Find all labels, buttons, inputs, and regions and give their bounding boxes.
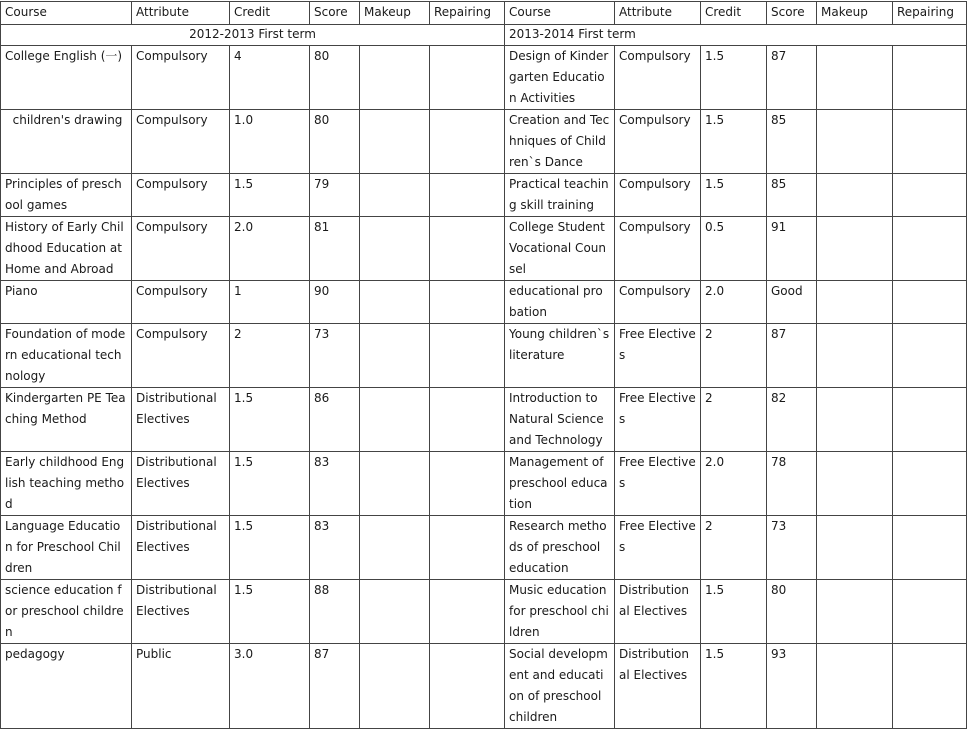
left-makeup-cell (360, 110, 430, 174)
right-attribute-cell: Distributional Electives (615, 580, 701, 644)
right-makeup-cell (817, 388, 893, 452)
right-repairing-cell (893, 644, 967, 729)
left-score-cell: 86 (310, 388, 360, 452)
col-header-makeup: Makeup (360, 2, 430, 25)
col-header-repairing: Repairing (893, 2, 967, 25)
right-credit-cell: 2 (701, 516, 767, 580)
right-repairing-cell (893, 516, 967, 580)
col-header-course: Course (505, 2, 615, 25)
header-row (1, 2, 967, 25)
left-credit-cell: 1.5 (230, 388, 310, 452)
right-makeup-cell (817, 46, 893, 110)
right-course-cell: Management of preschool education (505, 452, 615, 516)
left-course-cell: Foundation of modern educational technology (1, 324, 132, 388)
left-course-cell: Early childhood English teaching method (1, 452, 132, 516)
left-attribute-cell: Compulsory (132, 174, 230, 217)
left-attribute-cell: Distributional Electives (132, 388, 230, 452)
left-credit-cell: 1.5 (230, 174, 310, 217)
left-attribute-cell: Distributional Electives (132, 580, 230, 644)
left-repairing-cell (430, 388, 505, 452)
left-credit-cell: 1.5 (230, 452, 310, 516)
left-course-cell: Principles of preschool games (1, 174, 132, 217)
left-makeup-cell (360, 644, 430, 729)
left-attribute-cell: Distributional Electives (132, 516, 230, 580)
right-attribute-cell: Free Electives (615, 388, 701, 452)
right-course-cell: Young children`s literature (505, 324, 615, 388)
left-makeup-cell (360, 580, 430, 644)
left-course-cell: Language Education for Preschool Children (1, 516, 132, 580)
left-repairing-cell (430, 281, 505, 324)
left-score-cell: 90 (310, 281, 360, 324)
table-row (1, 388, 967, 452)
right-repairing-cell (893, 174, 967, 217)
table-row (1, 110, 967, 174)
term-heading-left: 2012-2013 First term (1, 25, 505, 46)
left-course-cell: pedagogy (1, 644, 132, 729)
right-course-cell: Research methods of preschool education (505, 516, 615, 580)
right-score-cell: 85 (767, 110, 817, 174)
right-score-cell: 85 (767, 174, 817, 217)
left-score-cell: 80 (310, 46, 360, 110)
right-score-cell: 87 (767, 324, 817, 388)
term-heading-right: 2013-2014 First term (505, 25, 967, 46)
right-makeup-cell (817, 452, 893, 516)
right-repairing-cell (893, 388, 967, 452)
left-makeup-cell (360, 174, 430, 217)
left-score-cell: 73 (310, 324, 360, 388)
left-course-cell: Piano (1, 281, 132, 324)
left-credit-cell: 2.0 (230, 217, 310, 281)
table-row (1, 452, 967, 516)
col-header-score: Score (310, 2, 360, 25)
right-credit-cell: 1.5 (701, 644, 767, 729)
course-rows (1, 46, 967, 729)
right-course-cell: Social development and education of preschool children (505, 644, 615, 729)
right-score-cell: 93 (767, 644, 817, 729)
right-score-cell: 73 (767, 516, 817, 580)
right-makeup-cell (817, 217, 893, 281)
right-repairing-cell (893, 281, 967, 324)
right-score-cell: 82 (767, 388, 817, 452)
left-course-cell: children's drawing (1, 110, 132, 174)
right-score-cell: 78 (767, 452, 817, 516)
right-attribute-cell: Compulsory (615, 110, 701, 174)
right-attribute-cell: Compulsory (615, 217, 701, 281)
right-course-cell: Design of Kindergarten Education Activities (505, 46, 615, 110)
right-course-cell: Creation and Techniques of Children`s Dance (505, 110, 615, 174)
left-makeup-cell (360, 388, 430, 452)
left-credit-cell: 1.5 (230, 580, 310, 644)
left-score-cell: 81 (310, 217, 360, 281)
left-score-cell: 79 (310, 174, 360, 217)
col-header-makeup: Makeup (817, 2, 893, 25)
left-credit-cell: 3.0 (230, 644, 310, 729)
left-repairing-cell (430, 110, 505, 174)
right-repairing-cell (893, 452, 967, 516)
right-makeup-cell (817, 174, 893, 217)
left-repairing-cell (430, 217, 505, 281)
col-header-course: Course (1, 2, 132, 25)
left-repairing-cell (430, 324, 505, 388)
col-header-attribute: Attribute (132, 2, 230, 25)
table-row (1, 281, 967, 324)
right-score-cell: 87 (767, 46, 817, 110)
table-row (1, 46, 967, 110)
right-credit-cell: 1.5 (701, 110, 767, 174)
left-credit-cell: 4 (230, 46, 310, 110)
right-repairing-cell (893, 580, 967, 644)
col-header-credit: Credit (230, 2, 310, 25)
right-attribute-cell: Compulsory (615, 281, 701, 324)
right-credit-cell: 2.0 (701, 281, 767, 324)
right-attribute-cell: Free Electives (615, 452, 701, 516)
right-repairing-cell (893, 110, 967, 174)
col-header-attribute: Attribute (615, 2, 701, 25)
left-repairing-cell (430, 644, 505, 729)
transcript-table (0, 1, 967, 729)
left-repairing-cell (430, 580, 505, 644)
table-row (1, 644, 967, 729)
col-header-score: Score (767, 2, 817, 25)
left-repairing-cell (430, 46, 505, 110)
left-attribute-cell: Compulsory (132, 110, 230, 174)
right-attribute-cell: Distributional Electives (615, 644, 701, 729)
left-attribute-cell: Distributional Electives (132, 452, 230, 516)
left-score-cell: 83 (310, 452, 360, 516)
left-repairing-cell (430, 516, 505, 580)
right-repairing-cell (893, 217, 967, 281)
left-repairing-cell (430, 452, 505, 516)
left-makeup-cell (360, 452, 430, 516)
left-score-cell: 88 (310, 580, 360, 644)
term-row (1, 25, 967, 46)
right-makeup-cell (817, 644, 893, 729)
left-makeup-cell (360, 281, 430, 324)
right-credit-cell: 1.5 (701, 174, 767, 217)
right-score-cell: 91 (767, 217, 817, 281)
right-repairing-cell (893, 324, 967, 388)
left-course-cell: College English (一) (1, 46, 132, 110)
right-attribute-cell: Compulsory (615, 174, 701, 217)
table-row (1, 324, 967, 388)
left-makeup-cell (360, 46, 430, 110)
left-score-cell: 80 (310, 110, 360, 174)
left-attribute-cell: Compulsory (132, 281, 230, 324)
right-credit-cell: 1.5 (701, 46, 767, 110)
right-makeup-cell (817, 281, 893, 324)
right-credit-cell: 1.5 (701, 580, 767, 644)
right-makeup-cell (817, 516, 893, 580)
table-row (1, 516, 967, 580)
right-repairing-cell (893, 46, 967, 110)
right-score-cell: Good (767, 281, 817, 324)
left-credit-cell: 1.5 (230, 516, 310, 580)
left-score-cell: 83 (310, 516, 360, 580)
right-course-cell: educational probation (505, 281, 615, 324)
table-row (1, 174, 967, 217)
col-header-repairing: Repairing (430, 2, 505, 25)
right-makeup-cell (817, 580, 893, 644)
right-attribute-cell: Free Electives (615, 516, 701, 580)
left-makeup-cell (360, 324, 430, 388)
left-credit-cell: 1 (230, 281, 310, 324)
right-course-cell: Introduction to Natural Science and Technology (505, 388, 615, 452)
left-course-cell: science education for preschool children (1, 580, 132, 644)
left-credit-cell: 2 (230, 324, 310, 388)
right-attribute-cell: Compulsory (615, 46, 701, 110)
right-makeup-cell (817, 110, 893, 174)
left-attribute-cell: Compulsory (132, 324, 230, 388)
table-row (1, 217, 967, 281)
right-credit-cell: 2 (701, 324, 767, 388)
left-attribute-cell: Compulsory (132, 46, 230, 110)
left-makeup-cell (360, 516, 430, 580)
right-course-cell: Practical teaching skill training (505, 174, 615, 217)
right-course-cell: College Student Vocational Counsel (505, 217, 615, 281)
left-makeup-cell (360, 217, 430, 281)
left-repairing-cell (430, 174, 505, 217)
right-credit-cell: 0.5 (701, 217, 767, 281)
left-attribute-cell: Compulsory (132, 217, 230, 281)
left-course-cell: Kindergarten PE Teaching Method (1, 388, 132, 452)
right-credit-cell: 2 (701, 388, 767, 452)
right-credit-cell: 2.0 (701, 452, 767, 516)
right-score-cell: 80 (767, 580, 817, 644)
right-course-cell: Music education for preschool children (505, 580, 615, 644)
left-attribute-cell: Public (132, 644, 230, 729)
left-score-cell: 87 (310, 644, 360, 729)
col-header-credit: Credit (701, 2, 767, 25)
left-credit-cell: 1.0 (230, 110, 310, 174)
right-attribute-cell: Free Electives (615, 324, 701, 388)
right-makeup-cell (817, 324, 893, 388)
left-course-cell: History of Early Childhood Education at Home and Abroad (1, 217, 132, 281)
table-row (1, 580, 967, 644)
